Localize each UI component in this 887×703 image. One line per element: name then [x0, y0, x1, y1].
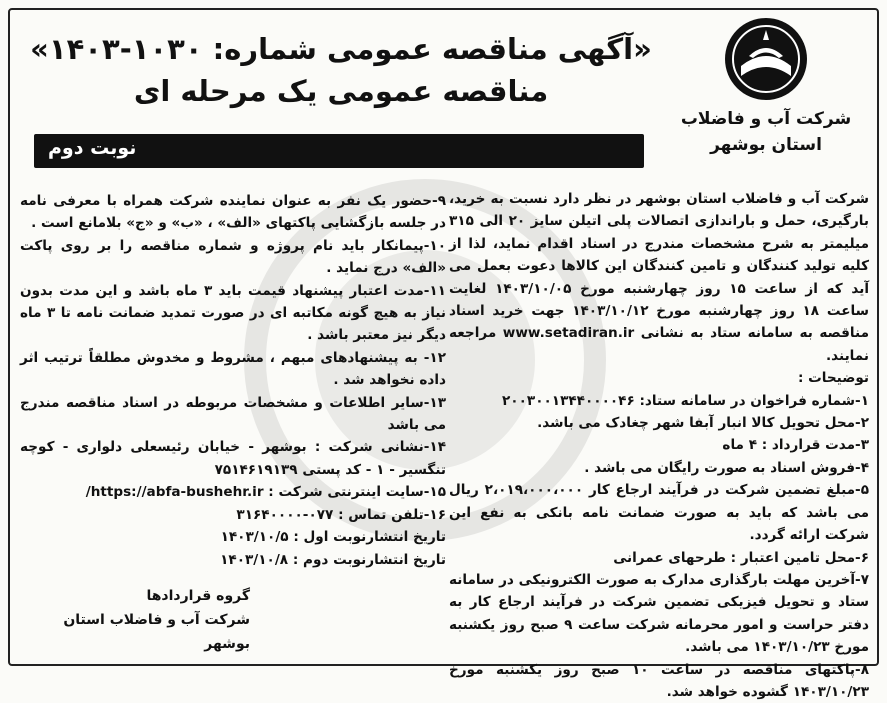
publication-round-label: نوبت دوم — [40, 137, 144, 159]
title-line-2: مناقصه عمومی یک مرحله ای — [133, 74, 549, 108]
water-company-logo-icon — [725, 18, 807, 100]
note-item-3: ۳-مدت قرارداد : ۴ ماه — [722, 437, 869, 454]
intro-paragraph: شرکت آب و فاضلاب استان بوشهر در نظر دارد نسبت به خرید، بارگیری، حمل و باراندازی اتصالات پلی اتیلن سایز ۲۰ الی ۳۱۵ میلیمتر به شرح مشخصات مندرج در اسناد اقدام نماید، لذا از کلیه تولید کنندگان و تامین کنندگان این کالاها دعوت بعمل می آید که از ساعت ۱۵ روز چهارشنبه مورخ ۱۴۰۳/۱۰/۰۵ لغایت ساعت ۱۸ روز چهارشنبه مورخ ۱۴۰۳/۱۰/۱۲ جهت خرید اسناد مناقصه به سامانه ستاد به نشانی www.setadiran.ir مراجعه نمایند. — [449, 191, 869, 364]
note-item-13: ۱۳-سایر اطلاعات و مشخصات مربوطه در اسناد مناقصه مندرج می باشد — [20, 394, 446, 434]
note-item-5: ۵-مبلغ تضمین شرکت در فرآیند ارجاع کار ۲،۰۱۹،۰۰۰،۰۰۰ ریال می باشد که باید به صورت ضمانت نامه بانکی به نفع این شرکت ارائه گردد. — [449, 482, 869, 544]
notice-body-right — [449, 188, 869, 703]
notes-heading: توضیحات : — [797, 370, 869, 387]
note-item-4: ۴-فروش اسناد به صورت رایگان می باشد . — [584, 459, 869, 476]
note-item-7: ۷-آخرین مهلت بارگذاری مدارک به صورت الکترونیکی در سامانه ستاد و تحویل فیزیکی تضمین شرکت در فرآیند ارجاع کار به دفتر حراست و امور محرمانه شرکت ساعت ۹ صبح روز یکشنبه مورخ ۱۴۰۳/۱۰/۲۳ می باشد. — [449, 571, 869, 656]
note-item-10: ۱۰-پیمانکار باید نام پروژه و شماره مناقصه را بر روی پاکت «الف» درج نماید . — [20, 237, 446, 277]
notice-body-left — [20, 190, 446, 571]
notice-title — [12, 28, 670, 112]
org-name-line-2: استان بوشهر — [710, 135, 822, 155]
org-name — [661, 106, 871, 158]
note-item-11: ۱۱-مدت اعتبار پیشنهاد قیمت باید ۳ ماه باشد و این مدت بدون نیاز به هیچ گونه مکاتبه ای در صورت تمدید ضمانت نامه تا ۳ ماه دیگر نیز معتبر باشد . — [20, 282, 446, 344]
publication-banner — [34, 134, 644, 168]
note-item-15-website: ۱۵-سایت اینترنتی شرکت : https://abfa-bushehr.ir/ — [85, 484, 446, 501]
note-item-2: ۲-محل تحویل کالا انبار آبفا شهر چغادک می باشد. — [537, 415, 869, 432]
signature-company: شرکت آب و فاضلاب استان بوشهر — [63, 612, 250, 652]
note-item-16-phone: ۱۶-تلفن تماس : ۰۷۷-۳۱۶۴۰۰۰۰ — [236, 506, 446, 523]
title-line-1: «آگهی مناقصه عمومی شماره: ۱۰۳۰-۱۴۰۳» — [30, 32, 652, 66]
signature-department: گروه قراردادها — [146, 588, 250, 604]
note-item-8: ۸-پاکتهای مناقصه در ساعت ۱۰ صبح روز یکشنبه مورخ ۱۴۰۳/۱۰/۲۳ گشوده خواهد شد. — [449, 661, 869, 700]
note-item-6: ۶-محل تامین اعتبار : طرحهای عمرانی — [613, 549, 869, 566]
org-name-line-1: شرکت آب و فاضلاب — [680, 109, 852, 129]
org-logo-block — [661, 14, 871, 190]
note-item-12: ۱۲- به پیشنهادهای مبهم ، مشروط و مخدوش مطلقاً ترتیب اثر داده نخواهد شد . — [20, 349, 446, 389]
note-item-14-address: ۱۴-نشانی شرکت : بوشهر - خیابان رئیسعلی دلواری - کوچه تنگسیر - ۱ - کد پستی ۷۵۱۴۶۱۹۱۳۹ — [20, 439, 446, 478]
note-item-9: ۹-حضور یک نفر به عنوان نماینده شرکت همراه با معرفی نامه در جلسه بازگشایی پاکتهای «الف» ، «ب» و «ج» بلامانع است . — [20, 193, 446, 232]
signature-block — [20, 584, 250, 656]
note-item-1: ۱-شماره فراخوان در سامانه ستاد: ۲۰۰۳۰۰۱۳۴۴۰۰۰۰۴۶ — [502, 392, 869, 409]
second-publication-date: تاریخ انتشارنوبت دوم : ۱۴۰۳/۱۰/۸ — [220, 551, 446, 568]
first-publication-date: تاریخ انتشارنوبت اول : ۱۴۰۳/۱۰/۵ — [220, 529, 446, 546]
